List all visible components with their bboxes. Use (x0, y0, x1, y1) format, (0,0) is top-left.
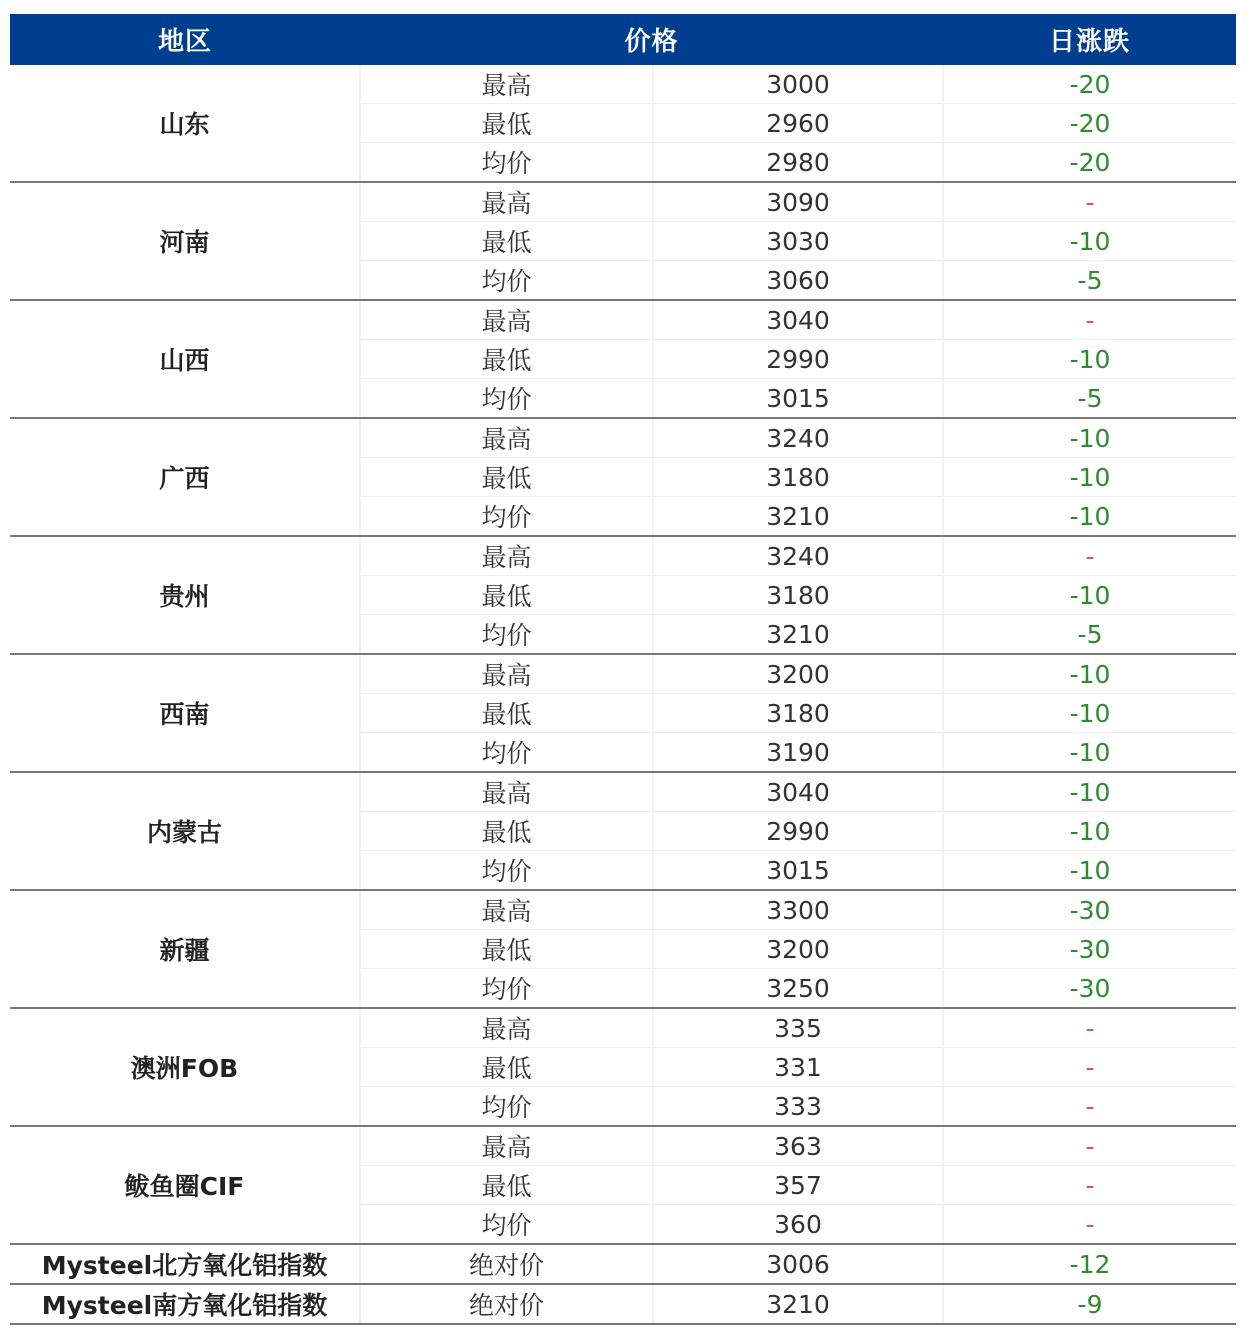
region-cell: 澳洲FOB (10, 1008, 360, 1126)
type-cell: 最高 (360, 654, 653, 694)
type-cell: 均价 (360, 497, 653, 537)
region-cell: 内蒙古 (10, 772, 360, 890)
change-cell: -20 (943, 65, 1236, 104)
price-cell: 363 (653, 1126, 943, 1166)
type-cell: 最低 (360, 1166, 653, 1205)
price-cell: 3015 (653, 851, 943, 891)
change-cell: - (943, 182, 1236, 222)
change-cell: -30 (943, 890, 1236, 930)
change-cell: - (943, 1087, 1236, 1127)
price-cell: 3210 (653, 615, 943, 655)
change-cell: - (943, 1126, 1236, 1166)
table-row (10, 1284, 1236, 1324)
alumina-price-table (10, 14, 1236, 1325)
price-cell: 3300 (653, 890, 943, 930)
change-cell: -30 (943, 969, 1236, 1009)
price-cell: 2960 (653, 104, 943, 143)
change-cell: -10 (943, 222, 1236, 261)
type-cell: 最低 (360, 930, 653, 969)
type-cell: 绝对价 (360, 1244, 653, 1284)
change-cell: - (943, 300, 1236, 340)
region-cell: 广西 (10, 418, 360, 536)
change-cell: -10 (943, 458, 1236, 497)
change-cell: -10 (943, 654, 1236, 694)
change-cell: -12 (943, 1244, 1236, 1284)
type-cell: 最低 (360, 694, 653, 733)
price-cell: 3200 (653, 654, 943, 694)
table-body (10, 65, 1236, 1324)
table-row (10, 772, 1236, 812)
price-cell: 3210 (653, 497, 943, 537)
price-cell: 3180 (653, 458, 943, 497)
price-cell: 3030 (653, 222, 943, 261)
price-cell: 2990 (653, 340, 943, 379)
type-cell: 均价 (360, 615, 653, 655)
price-cell: 3250 (653, 969, 943, 1009)
price-cell: 3015 (653, 379, 943, 419)
header-region: 地区 (10, 14, 360, 65)
change-cell: -5 (943, 615, 1236, 655)
table-row (10, 1244, 1236, 1284)
type-cell: 最高 (360, 772, 653, 812)
price-cell: 3240 (653, 418, 943, 458)
type-cell: 最低 (360, 104, 653, 143)
table-row (10, 1126, 1236, 1166)
header-change: 日涨跌 (943, 14, 1236, 65)
table-row (10, 65, 1236, 104)
table-row (10, 182, 1236, 222)
change-cell: -10 (943, 772, 1236, 812)
region-cell: Mysteel北方氧化铝指数 (10, 1244, 360, 1284)
price-cell: 3210 (653, 1284, 943, 1324)
change-cell: -10 (943, 694, 1236, 733)
price-cell: 335 (653, 1008, 943, 1048)
change-cell: - (943, 1205, 1236, 1245)
price-table-container (10, 14, 1236, 1325)
change-cell: -5 (943, 379, 1236, 419)
region-cell: 山西 (10, 300, 360, 418)
table-row (10, 418, 1236, 458)
price-cell: 357 (653, 1166, 943, 1205)
type-cell: 均价 (360, 1087, 653, 1127)
price-cell: 3090 (653, 182, 943, 222)
change-cell: -10 (943, 812, 1236, 851)
change-cell: -10 (943, 497, 1236, 537)
price-cell: 360 (653, 1205, 943, 1245)
type-cell: 最低 (360, 812, 653, 851)
region-cell: 鲅鱼圈CIF (10, 1126, 360, 1244)
change-cell: -9 (943, 1284, 1236, 1324)
type-cell: 最低 (360, 458, 653, 497)
type-cell: 均价 (360, 143, 653, 183)
type-cell: 均价 (360, 261, 653, 301)
price-cell: 3060 (653, 261, 943, 301)
type-cell: 最高 (360, 536, 653, 576)
table-row (10, 300, 1236, 340)
price-cell: 333 (653, 1087, 943, 1127)
price-cell: 2980 (653, 143, 943, 183)
change-cell: - (943, 536, 1236, 576)
type-cell: 最高 (360, 182, 653, 222)
price-cell: 3000 (653, 65, 943, 104)
type-cell: 最高 (360, 418, 653, 458)
change-cell: -30 (943, 930, 1236, 969)
change-cell: -10 (943, 851, 1236, 891)
table-header-row (10, 14, 1236, 65)
price-cell: 2990 (653, 812, 943, 851)
region-cell: 贵州 (10, 536, 360, 654)
price-cell: 3180 (653, 694, 943, 733)
header-price: 价格 (360, 14, 943, 65)
price-cell: 3180 (653, 576, 943, 615)
price-cell: 3190 (653, 733, 943, 773)
change-cell: -10 (943, 418, 1236, 458)
type-cell: 均价 (360, 379, 653, 419)
change-cell: -10 (943, 733, 1236, 773)
region-cell: 山东 (10, 65, 360, 182)
type-cell: 绝对价 (360, 1284, 653, 1324)
change-cell: - (943, 1008, 1236, 1048)
table-row (10, 654, 1236, 694)
price-cell: 3200 (653, 930, 943, 969)
type-cell: 均价 (360, 851, 653, 891)
change-cell: -20 (943, 143, 1236, 183)
price-cell: 331 (653, 1048, 943, 1087)
type-cell: 最低 (360, 1048, 653, 1087)
type-cell: 最高 (360, 300, 653, 340)
region-cell: Mysteel南方氧化铝指数 (10, 1284, 360, 1324)
type-cell: 最高 (360, 1008, 653, 1048)
region-cell: 新疆 (10, 890, 360, 1008)
price-cell: 3240 (653, 536, 943, 576)
type-cell: 均价 (360, 1205, 653, 1245)
price-cell: 3006 (653, 1244, 943, 1284)
type-cell: 最低 (360, 576, 653, 615)
type-cell: 最高 (360, 65, 653, 104)
change-cell: - (943, 1166, 1236, 1205)
price-cell: 3040 (653, 300, 943, 340)
change-cell: -10 (943, 576, 1236, 615)
region-cell: 河南 (10, 182, 360, 300)
price-cell: 3040 (653, 772, 943, 812)
type-cell: 最低 (360, 222, 653, 261)
type-cell: 最低 (360, 340, 653, 379)
table-row (10, 536, 1236, 576)
type-cell: 最高 (360, 890, 653, 930)
table-row (10, 1008, 1236, 1048)
type-cell: 最高 (360, 1126, 653, 1166)
region-cell: 西南 (10, 654, 360, 772)
table-row (10, 890, 1236, 930)
type-cell: 均价 (360, 733, 653, 773)
change-cell: - (943, 1048, 1236, 1087)
type-cell: 均价 (360, 969, 653, 1009)
change-cell: -5 (943, 261, 1236, 301)
change-cell: -10 (943, 340, 1236, 379)
change-cell: -20 (943, 104, 1236, 143)
